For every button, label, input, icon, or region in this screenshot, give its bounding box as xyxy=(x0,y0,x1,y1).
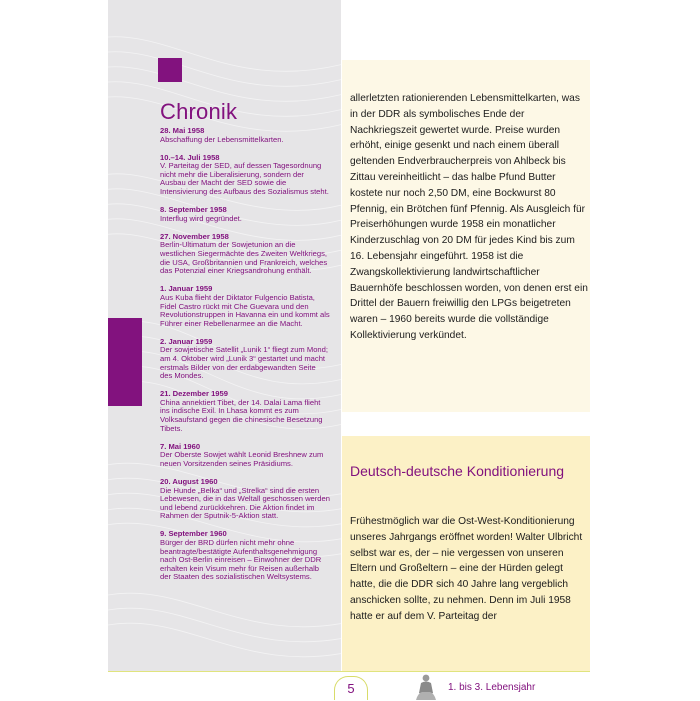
chronik-entry xyxy=(160,127,330,144)
figurine-icon xyxy=(412,673,440,700)
entry-date: 9. September 1960 xyxy=(160,529,227,539)
entry-text: China annektiert Tibet, der 14. Dalai Lama flieht ins indische Exil. In Lhasa kommt es zum Volksaufstand gegen die chinesische Besetzung Tibets. xyxy=(160,397,323,433)
entry-date: 10.–14. Juli 1958 xyxy=(160,152,220,162)
entry-text: V. Parteitag der SED, auf dessen Tagesordnung nicht mehr die Liberalisierung, sondern der Ausbau der Macht der SED sowie die Intensivierung des Aufbaus des Sozialismus steht. xyxy=(160,161,329,197)
entry-date: 2. Januar 1959 xyxy=(160,336,213,346)
entry-text: Abschaffung der Lebensmittelkarten. xyxy=(160,134,284,144)
chronik-entry xyxy=(160,443,330,469)
section-heading: Deutsch-deutsche Konditionierung xyxy=(350,463,565,479)
section-paragraph: Frühestmöglich war die Ost-West-Konditionierung unseres Jahrgangs eröffnet worden! Walter Ulbricht selbst war es, der – nie vergessen von unseren Eltern und Großeltern – eine der Hürden gelegt hatte, die die DDR sich 40 Jahre lang vergeblich anschicken sollte, zu nehmen. Denn im Juli 1958 hatte er auf dem V. Parteitag der xyxy=(350,516,583,622)
footer-label: 1. bis 3. Lebensjahr xyxy=(448,682,536,693)
entry-date: 27. November 1958 xyxy=(160,231,229,241)
entry-text: Aus Kuba flieht der Diktator Fulgencio Batista, Fidel Castro rückt mit Che Guevara und den Revolutionstruppen in Havanna ein und kommt als Führer einer Rebellenarmee an die Macht. xyxy=(160,292,330,328)
entry-text: Der sowjetische Satellit „Lunik 1“ fliegt zum Mond; am 4. Oktober wird „Lunik 3“ gestartet und macht erstmals Bilder von der erdabgewandten Seite des Mondes. xyxy=(160,345,328,381)
chronik-entry xyxy=(160,285,330,328)
chronik-title: Chronik xyxy=(160,99,238,124)
chronik-entry xyxy=(160,530,330,582)
entry-date: 7. Mai 1960 xyxy=(160,441,201,451)
entry-date: 20. August 1960 xyxy=(160,477,218,486)
entry-date: 21. Dezember 1959 xyxy=(160,389,228,399)
chronik-entries xyxy=(160,127,330,592)
entry-text: Die Hunde „Belka“ und „Strelka“ sind die ersten Lebewesen, die in das Weltall geschossen werden und lebend zurückkehren. Die Aktion findet im Rahmen der Sputnik-5-Aktion statt. xyxy=(160,485,330,521)
page-margin xyxy=(0,0,108,700)
entry-date: 1. Januar 1959 xyxy=(160,284,213,294)
footer-rule xyxy=(108,671,590,672)
page-number: 5 xyxy=(334,676,368,700)
chronik-entry xyxy=(160,206,330,223)
chronik-entry xyxy=(160,154,330,197)
chronik-entry xyxy=(160,390,330,433)
entry-text: Interflug wird gegründet. xyxy=(160,213,242,223)
chronik-entry xyxy=(160,478,330,521)
purple-square-marker xyxy=(158,58,182,82)
entry-text: Berlin-Ultimatum der Sowjetunion an die westlichen Siegermächte des Zweiten Weltkriegs, die USA, Großbritannien und Frankreich, welches das Potenzial einer Kriegsandrohung enthält. xyxy=(160,240,328,276)
entry-date: 8. September 1958 xyxy=(160,205,227,215)
chronik-entry xyxy=(160,338,330,381)
main-paragraph: allerletzten rationierenden Lebensmittelkarten, was in der DDR als symbolisches Ende der Nachkriegszeit gewertet wurde. Preise wurden erhöht, einige gesenkt und nach einem überall geltenden Endverbraucherpreis von Ahlbeck bis Zittau vereinheitlicht – das halbe Pfund Butter kostete nur noch 2,50 DM, eine Bockwurst 80 Pfennig, ein Brötchen fünf Pfennig. Als Ausgleich für Preiserhöhungen wurde 1958 ein monatlicher Kinderzuschlag von 20 DM für jedes Kind bis zum 16. Lebensjahr eingeführt. 1958 ist die Zwangskollektivierung landwirtschaftlicher Bauernhöfe beschlossen worden, von denen erst ein Drittel der Bauern freiwillig den LPGs beigetreten waren – 1960 bereits wurde die vollständige Kollektivierung verkündet. xyxy=(350,93,588,341)
entry-text: Der Oberste Sowjet wählt Leonid Breshnew zum neuen Vorsitzenden seines Präsidiums. xyxy=(160,450,324,468)
chronik-entry xyxy=(160,233,330,276)
entry-text: Bürger der BRD dürfen nicht mehr ohne beantragte/bestätigte Aufenthaltsgenehmigung nach Ost-Berlin einreisen – Einwohner der DDR erhalten kein Visum mehr für Reisen außerhalb der Staaten des sozialistischen Weltsystems. xyxy=(160,538,322,582)
purple-side-tab xyxy=(108,318,142,406)
entry-date: 28. Mai 1958 xyxy=(160,126,205,135)
